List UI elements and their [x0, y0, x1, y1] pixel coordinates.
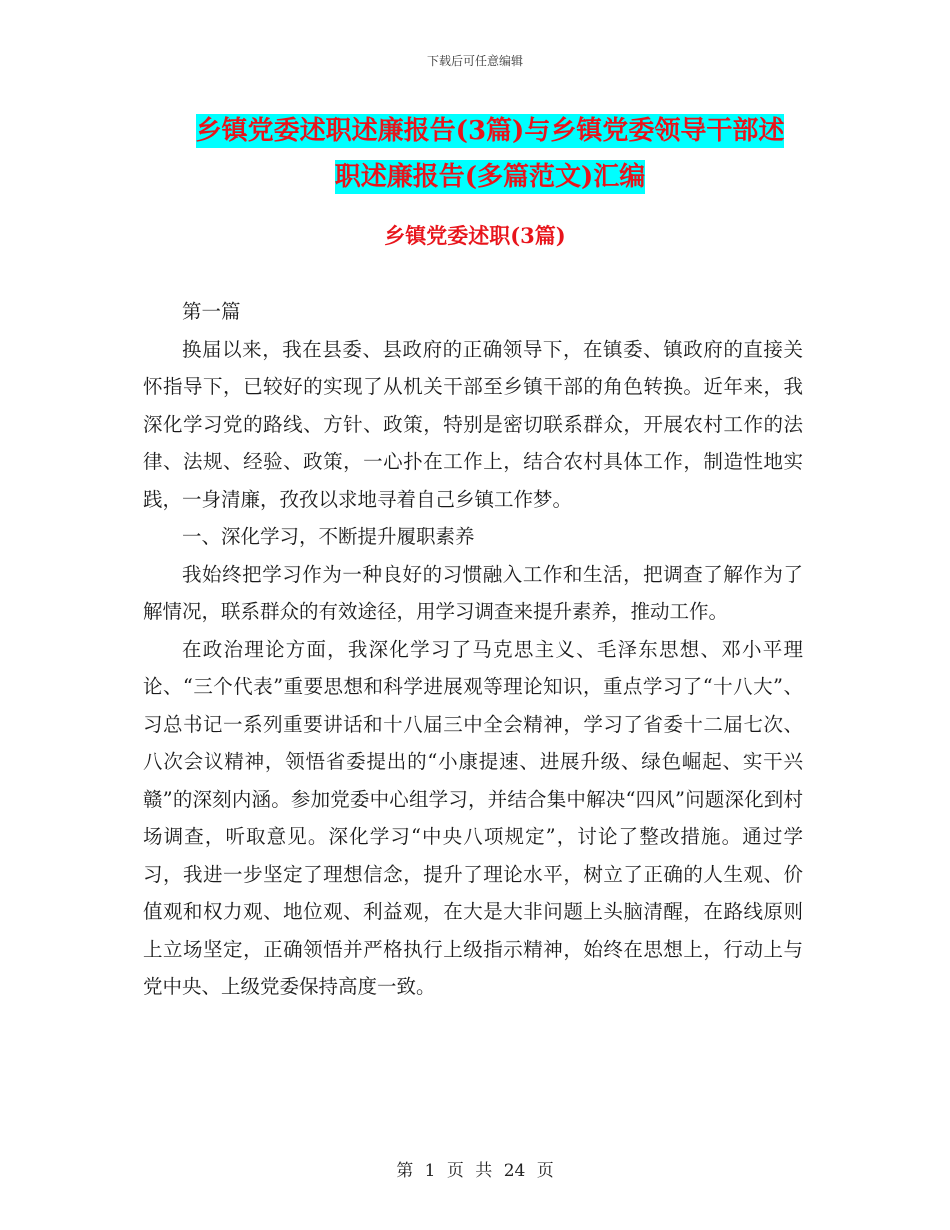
paragraph: 换届以来，我在县委、县政府的正确领导下，在镇委、镇政府的直接关怀指导下，已较好的实现了从机关干部至乡镇干部的角色转换。近年来，我深化学习党的路线、方针、政策，特别是密切联系群众，开展农村工作的法律、法规、经验、政策，一心扑在工作上，结合农村具体工作，制造性地实践，一身清廉，孜孜以求地寻着自己乡镇工作梦。: [143, 337, 803, 511]
document-title-line-1: 乡镇党委述职述廉报告(3篇)与乡镇党委领导干部述: [195, 116, 785, 146]
paragraph: 在政治理论方面，我深化学习了马克思主义、毛泽东思想、邓小平理论、“三个代表”重要思想和科学进展观等理论知识，重点学习了“十八大”、习总书记一系列重要讲话和十八届三中全会精神，学习了省委十二届七次、八次会议精神，领悟省委提出的“小康提速、进展升级、绿色崛起、实干兴赣”的深刻内涵。参加党委中心组学习，并结合集中解决“四风”问题深化到村场调查，听取意见。深化学习“中央八项规定”，讨论了整改措施。通过学习，我进一步坚定了理想信念，提升了理论水平，树立了正确的人生观、价值观和权力观、地位观、利益观，在大是大非问题上头脑清醒，在路线原则上立场坚定，正确领悟并严格执行上级指示精神，始终在思想上，行动上与党中央、上级党委保持高度一致。: [143, 637, 803, 998]
paragraph-subheading: 一、深化学习，不断提升履职素养: [182, 525, 475, 548]
document-body: [143, 293, 803, 1006]
section-title: 乡镇党委述职(3篇): [384, 223, 566, 248]
document-title-line-2: 职述廉报告(多篇范文)汇编: [334, 162, 646, 192]
paragraph-part-heading: 第一篇: [182, 300, 241, 323]
paragraph: 我始终把学习作为一种良好的习惯融入工作和生活，把调查了解作为了解情况，联系群众的有效途径，用学习调查来提升素养，推动工作。: [143, 562, 803, 623]
header-note: 下载后可任意编辑: [426, 54, 523, 68]
document-title: [140, 108, 840, 200]
page-number-footer: 第 1 页 共 24 页: [396, 1161, 554, 1181]
